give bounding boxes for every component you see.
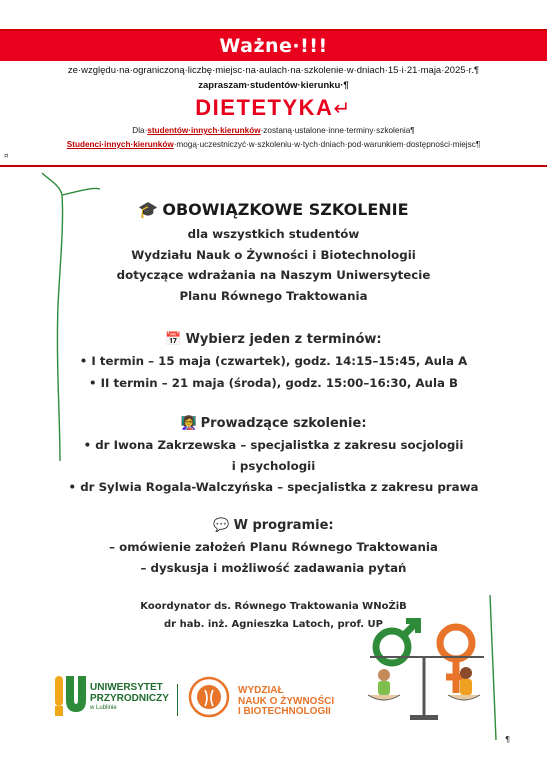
lead-heading-text: Prowadzące szkolenie: [200, 416, 367, 431]
graduation-cap-icon: 🎓 [138, 200, 159, 219]
up-name-line-3: w Lublinie [90, 705, 117, 711]
term-2: • II termin – 21 maja (środa), godz. 15:00–16:30, Aula B [88, 376, 459, 390]
up-name-line-1: UNIWERSYTET [90, 682, 163, 693]
return-arrow-icon: ↵ [333, 98, 352, 120]
faculty-name-line-3: I BIOTECHNOLOGII [238, 706, 331, 717]
program-name-text: DIETETYKA [195, 95, 334, 120]
banner-title: Ważne·!!! [213, 35, 333, 57]
program-heading [0, 518, 547, 533]
cell-end-mark: ¤ [4, 152, 9, 160]
up-name-line-2: PRZYRODNICZY [90, 693, 169, 704]
coordinator-name: dr hab. inż. Agnieszka Latoch, prof. UP [164, 619, 383, 630]
lead-1-continued: i psychologii [231, 459, 316, 473]
lead-2: • dr Sylwia Rogala-Walczyńska – specjalistka z zakresu prawa [68, 480, 479, 494]
faculty-name-line-1: WYDZIAŁ [238, 685, 284, 696]
speech-bubble-icon: 💬 [213, 518, 230, 533]
faculty-logo [188, 676, 348, 726]
teacher-icon: 👩‍🏫 [180, 416, 197, 431]
notice-line-3-suffix: ·zostaną·ustalone·inne·terminy·szkolenia¶ [260, 126, 415, 135]
other-students-link[interactable]: Studenci·innych·kierunków [66, 140, 174, 149]
notice-line-1: ze·względu·na·ograniczoną·liczbę·miejsc·na·aulach·na·szkolenie·w·dniach·15·i·21·maja·2025·r.¶ [67, 65, 480, 76]
subtitle-2: Wydziału Nauk o Żywności i Biotechnologii [131, 248, 416, 262]
terms-heading-text: Wybierz jeden z terminów: [185, 332, 382, 347]
calendar-icon: 📅 [165, 332, 182, 347]
notice-line-3-prefix: Dla· [132, 126, 148, 135]
end-paragraph-mark: ¶ [505, 735, 511, 744]
event-title-text: OBOWIĄZKOWE SZKOLENIE [162, 200, 409, 219]
lead-heading [0, 416, 547, 431]
program-item-1: – omówienie założeń Planu Równego Traktowania [109, 540, 438, 554]
subtitle-4: Planu Równego Traktowania [179, 289, 368, 303]
term-1: • I termin – 15 maja (czwartek), godz. 14:15–15:45, Aula A [79, 354, 468, 368]
equality-scale-illustration [362, 615, 492, 725]
terms-heading [0, 332, 547, 347]
subtitle-1: dla wszystkich studentów [187, 227, 360, 241]
notice-line-2: zapraszam·studentów·kierunku·¶ [198, 80, 349, 91]
logo-divider [177, 684, 178, 716]
university-logo [52, 668, 172, 728]
other-programs-link[interactable]: studentów·innych·kierunków [147, 126, 261, 135]
lead-1: • dr Iwona Zakrzewska – specjalistka z zakresu socjologii [83, 438, 464, 452]
event-title [0, 200, 547, 219]
up-logo-icon [52, 670, 88, 720]
faculty-name-line-2: NAUK O ŻYWNOŚCI [238, 695, 335, 707]
faculty-logo-icon [188, 676, 230, 718]
subtitle-3: dotyczące wdrażania na Naszym Uniwersytecie [116, 268, 431, 282]
program-heading-text: W programie: [233, 518, 334, 533]
program-item-2: – dyskusja i możliwość zadawania pytań [140, 561, 407, 575]
notice-line-4-suffix: ·mogą·uczestniczyć·w·szkoleniu·w·tych·dniach·pod·warunkiem·dostępności·miejsc¶ [173, 140, 481, 149]
coordinator-title: Koordynator ds. Równego Traktowania WNoŻiB [140, 601, 407, 612]
